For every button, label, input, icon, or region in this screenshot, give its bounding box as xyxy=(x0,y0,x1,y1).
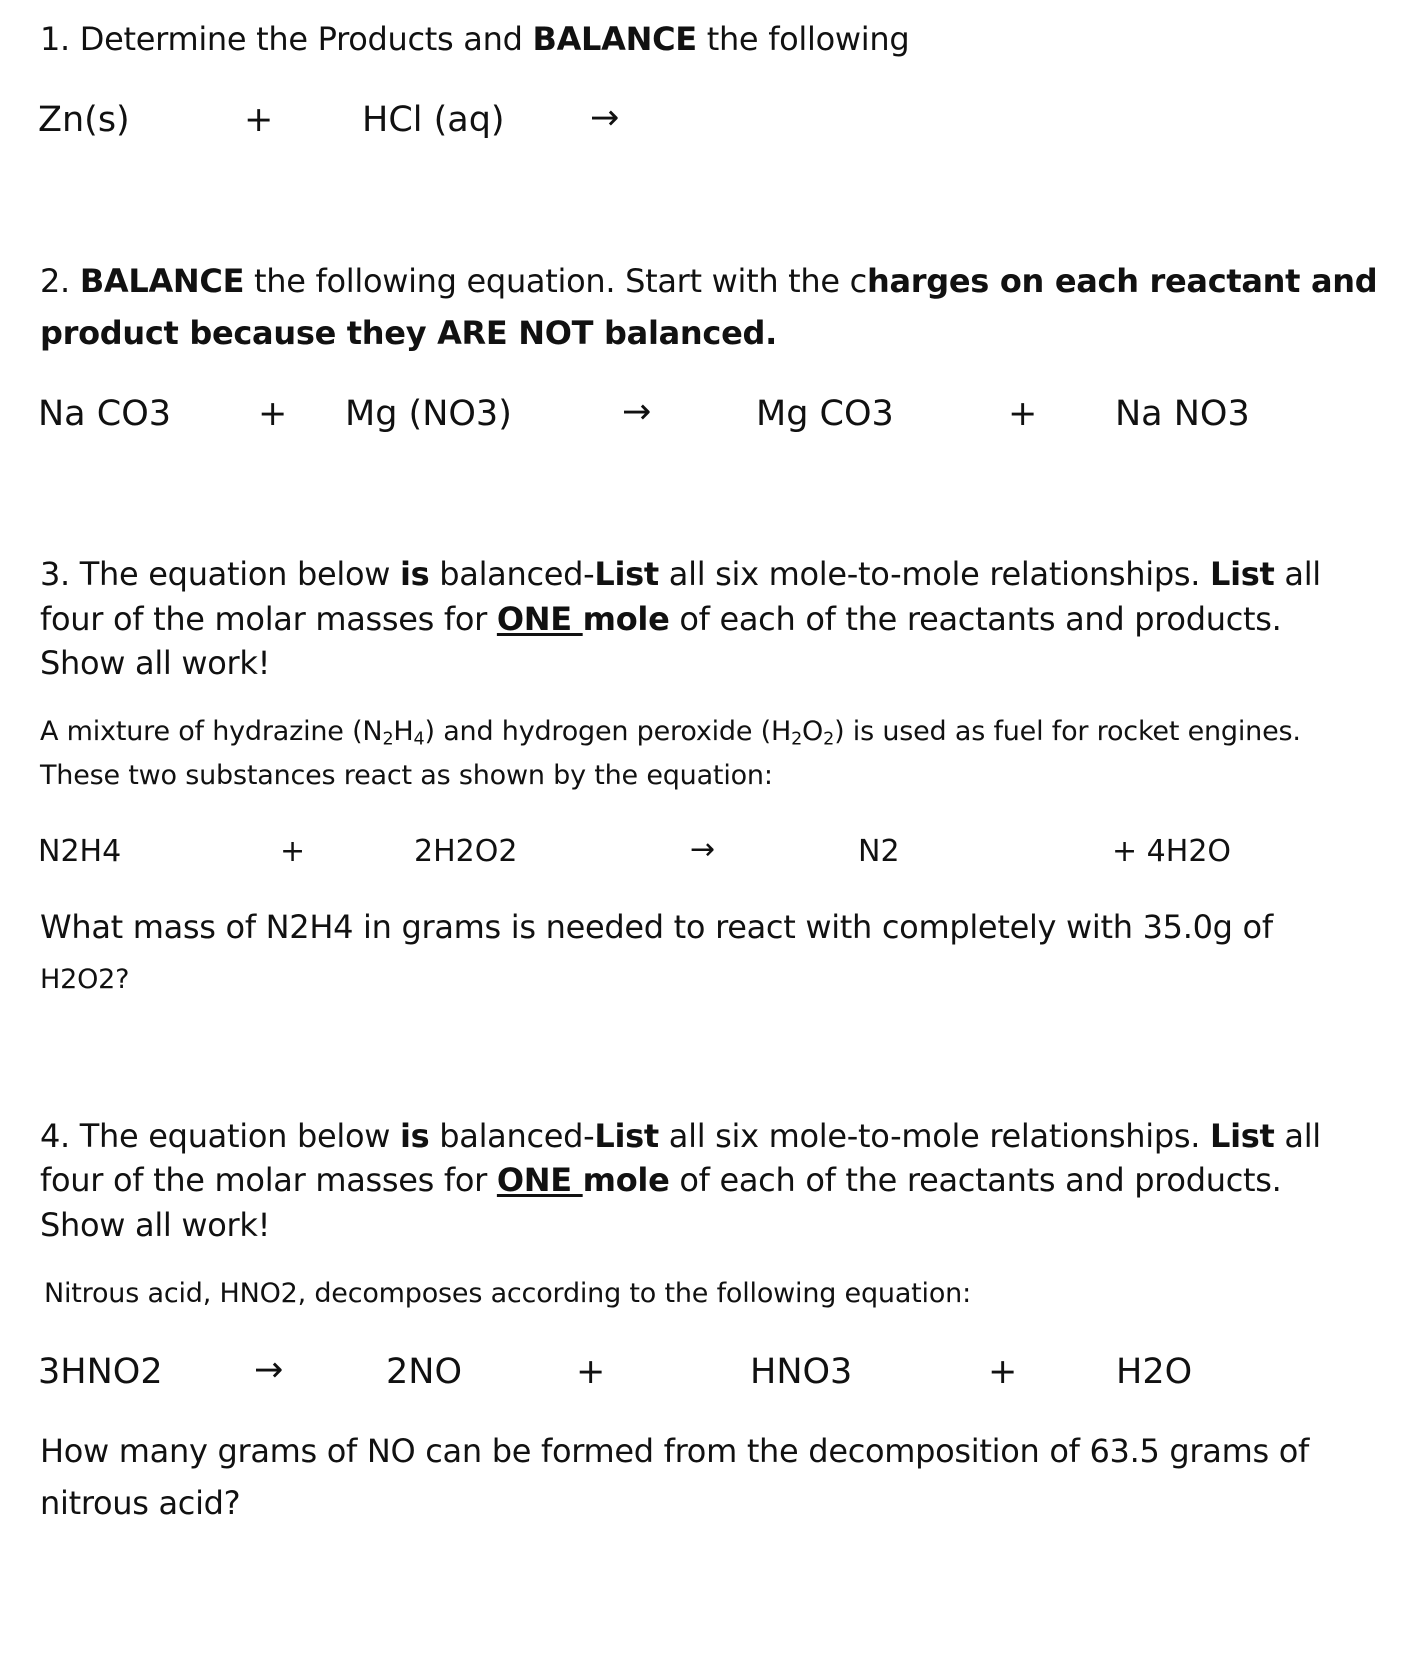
q4-plus-2: + xyxy=(988,1352,1018,1392)
q1-reactant-zn: Zn(s) xyxy=(38,100,130,140)
q3-n2: N2 xyxy=(858,834,900,869)
q3-question-line1: What mass of N2H4 in grams is needed to react with completely with 35.0g of xyxy=(40,908,1273,946)
q2-na-no3: Na NO3 xyxy=(1115,394,1250,434)
q2-mg-co3: Mg CO3 xyxy=(756,394,894,434)
q1-plus: + xyxy=(244,100,274,140)
q4-3hno2: 3HNO2 xyxy=(38,1352,163,1392)
q3-plus-4h2o: + 4H2O xyxy=(1112,834,1232,869)
q4-arrow: → xyxy=(254,1350,284,1390)
q3-description-line2: These two substances react as shown by the equation: xyxy=(40,760,773,791)
q3-2h2o2: 2H2O2 xyxy=(414,834,518,869)
q2-arrow: → xyxy=(622,392,652,432)
q3-n2h4: N2H4 xyxy=(38,834,122,869)
question-1-heading: 1. Determine the Products and BALANCE the following xyxy=(40,20,910,58)
q2-plus-2: + xyxy=(1008,394,1038,434)
q1-arrow: → xyxy=(590,98,620,138)
q2-na-co3: Na CO3 xyxy=(38,394,172,434)
q4-hno3: HNO3 xyxy=(750,1352,853,1392)
q4-question-line1: How many grams of NO can be formed from the decomposition of 63.5 grams of xyxy=(40,1432,1309,1470)
question-2-heading-line2: product because they ARE NOT balanced. xyxy=(40,314,777,352)
q3-plus-1: + xyxy=(280,834,306,869)
question-4-heading-line2: four of the molar masses for ONE mole of each of the reactants and products. xyxy=(40,1161,1282,1199)
q4-2no: 2NO xyxy=(386,1352,462,1392)
q3-description-line1: A mixture of hydrazine $(N_2H_4)$ and hydrogen peroxide $(H_2O_2)$ is used as fuel for rocket engines. xyxy=(40,716,1301,750)
question-4-heading: 4. The equation below is balanced-List all six mole-to-mole relationships. List all xyxy=(40,1117,1321,1155)
q4-plus-1: + xyxy=(576,1352,606,1392)
q4-h2o: H2O xyxy=(1116,1352,1193,1392)
question-3-heading-line3: Show all work! xyxy=(40,644,271,682)
question-3-heading: 3. The equation below is balanced-List all six mole-to-mole relationships. List all xyxy=(40,555,1321,593)
q4-question-line2: nitrous acid? xyxy=(40,1484,241,1522)
question-3-heading-line2: four of the molar masses for ONE mole of each of the reactants and products. xyxy=(40,600,1282,638)
q1-reactant-hcl: HCl (aq) xyxy=(362,100,505,140)
question-2-heading: 2. BALANCE the following equation. Start with the charges on each reactant and xyxy=(40,262,1378,300)
question-4-heading-line3: Show all work! xyxy=(40,1206,271,1244)
q2-mg-no3: Mg (NO3) xyxy=(345,394,512,434)
q3-question-line2: H2O2? xyxy=(40,964,130,995)
q4-description: Nitrous acid, HNO2, decomposes according to the following equation: xyxy=(44,1278,971,1309)
q3-arrow: → xyxy=(690,832,716,867)
q2-plus-1: + xyxy=(258,394,288,434)
